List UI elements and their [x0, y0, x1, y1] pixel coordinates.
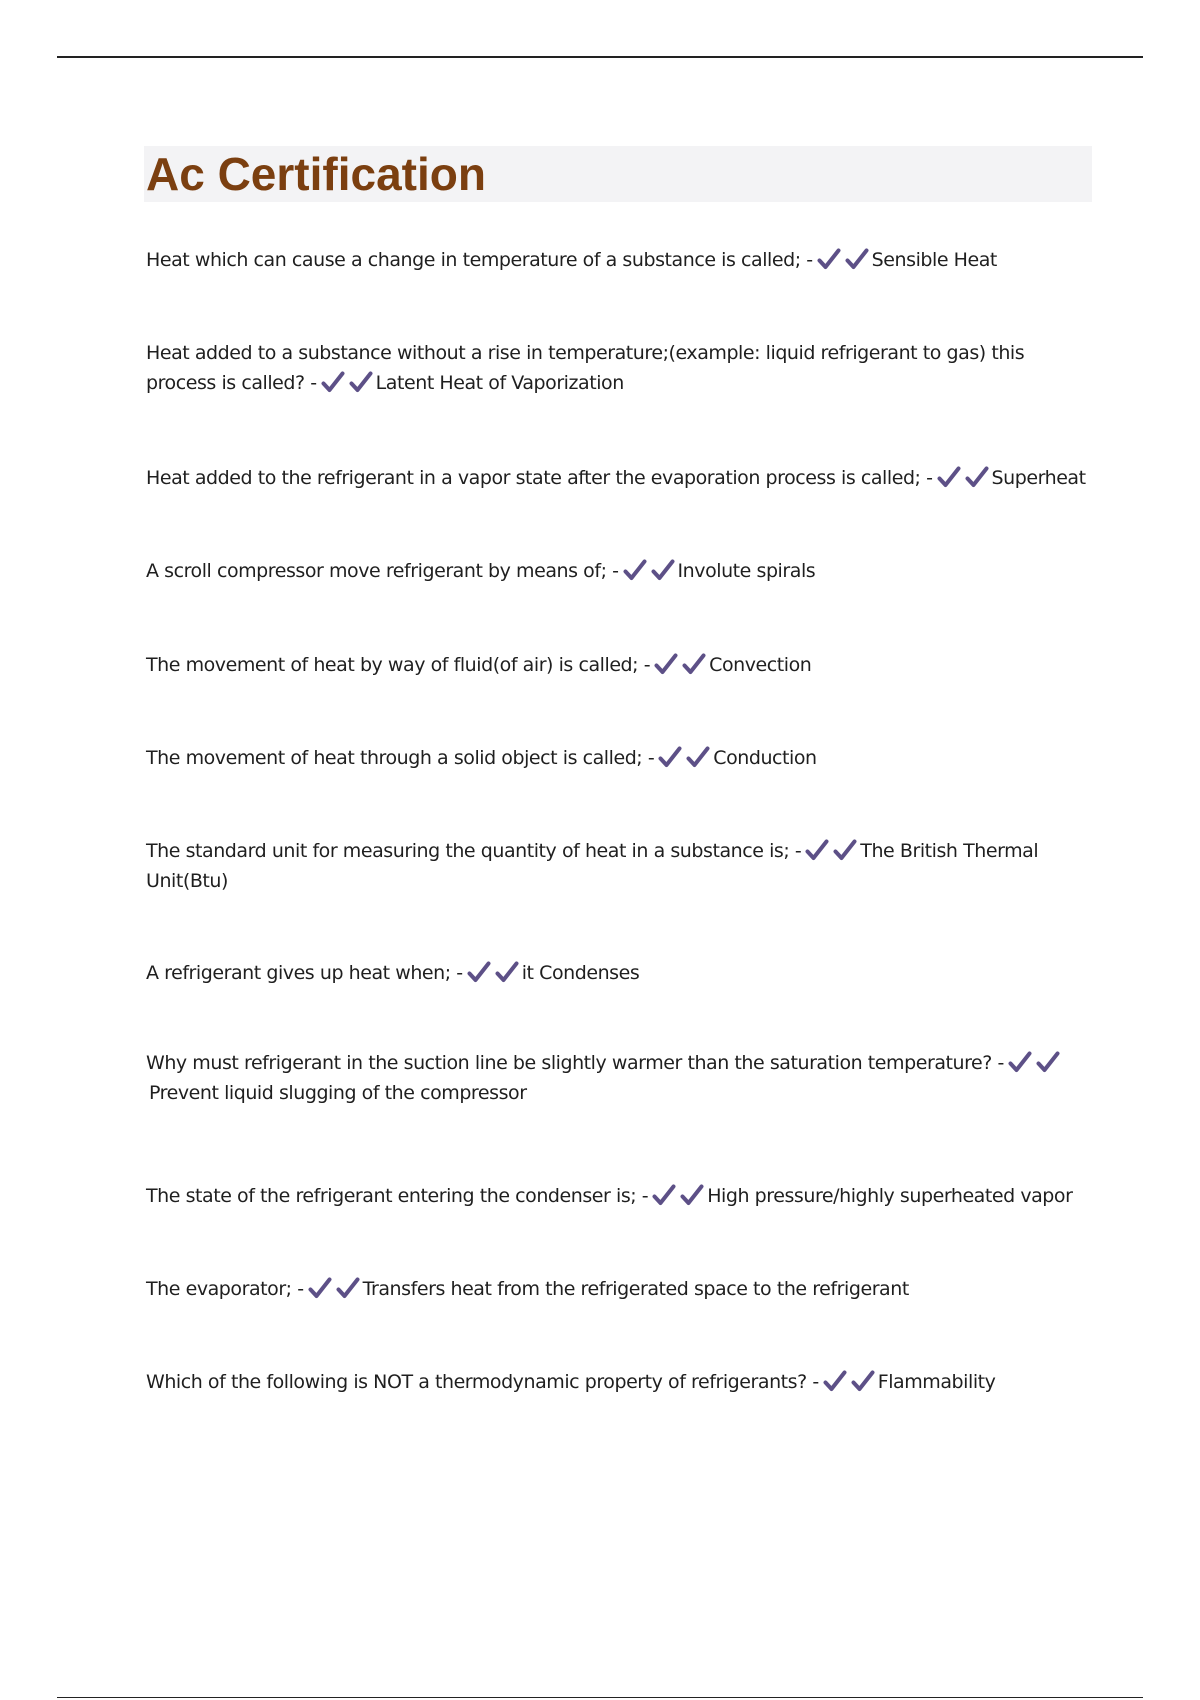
qa-item — [146, 650, 1096, 680]
checkmark-icon — [851, 1370, 875, 1392]
question-text: Heat added to the refrigerant in a vapor state after the evaporation process is called; - — [146, 467, 933, 489]
checkmark-icon — [682, 653, 706, 675]
question-text: The state of the refrigerant entering the condenser is; - — [146, 1185, 649, 1207]
checkmark-icon — [845, 248, 869, 270]
question-text: The movement of heat through a solid object is called; - — [146, 747, 655, 769]
question-text: The standard unit for measuring the quantity of heat in a substance is; - — [146, 840, 802, 862]
answer-text: Conduction — [713, 747, 817, 769]
checkmark-icon — [833, 839, 857, 861]
checkmark-icon — [336, 1277, 360, 1299]
checkmark-icon — [965, 466, 989, 488]
qa-item — [146, 1048, 1096, 1108]
checkmark-icon — [805, 839, 829, 861]
checkmark-icon — [349, 371, 373, 393]
answer-text: Involute spirals — [677, 560, 816, 582]
question-text: The movement of heat by way of fluid(of air) is called; - — [146, 654, 651, 676]
checkmark-icon — [817, 248, 841, 270]
question-text: A scroll compressor move refrigerant by means of; - — [146, 560, 619, 582]
checkmark-icon — [652, 1184, 676, 1206]
checkmark-icon — [823, 1370, 847, 1392]
answer-text: High pressure/highly superheated vapor — [707, 1185, 1073, 1207]
bottom-rule — [57, 1697, 1143, 1698]
qa-item — [146, 1181, 1096, 1211]
top-rule — [57, 56, 1143, 58]
qa-item — [146, 245, 1096, 275]
checkmark-icon — [658, 746, 682, 768]
qa-item — [146, 743, 1096, 773]
qa-item — [146, 958, 1096, 988]
checkmark-icon — [686, 746, 710, 768]
answer-text: Prevent liquid slugging of the compressor — [149, 1082, 527, 1104]
checkmark-icon — [1036, 1051, 1060, 1073]
qa-item — [146, 836, 1096, 896]
checkmark-icon — [937, 466, 961, 488]
checkmark-icon — [623, 559, 647, 581]
answer-text: Latent Heat of Vaporization — [375, 372, 624, 394]
answer-text: Sensible Heat — [871, 249, 997, 271]
page-title: Ac Certification — [146, 148, 486, 200]
answer-text: Superheat — [991, 467, 1086, 489]
qa-item — [146, 338, 1096, 398]
question-text: Heat added to a substance without a rise in temperature;(example: liquid refrigerant to gas) this process is called? - — [146, 342, 1025, 394]
question-text: The evaporator; - — [146, 1278, 304, 1300]
answer-text: Transfers heat from the refrigerated space to the refrigerant — [362, 1278, 909, 1300]
checkmark-icon — [680, 1184, 704, 1206]
answer-text: The British Thermal Unit(Btu) — [146, 840, 1039, 892]
checkmark-icon — [651, 559, 675, 581]
qa-item — [146, 1274, 1096, 1304]
answer-text: Convection — [709, 654, 812, 676]
question-text: Which of the following is NOT a thermodynamic property of refrigerants? - — [146, 1371, 819, 1393]
answer-text: it Condenses — [521, 962, 640, 984]
question-text: Heat which can cause a change in temperature of a substance is called; - — [146, 249, 813, 271]
checkmark-icon — [467, 961, 491, 983]
checkmark-icon — [321, 371, 345, 393]
checkmark-icon — [1008, 1051, 1032, 1073]
checkmark-icon — [654, 653, 678, 675]
qa-item — [146, 556, 1096, 586]
question-text: A refrigerant gives up heat when; - — [146, 962, 463, 984]
question-text: Why must refrigerant in the suction line be slightly warmer than the saturation temperature? - — [146, 1052, 1004, 1074]
checkmark-icon — [308, 1277, 332, 1299]
answer-text: Flammability — [877, 1371, 996, 1393]
checkmark-icon — [495, 961, 519, 983]
qa-item — [146, 1367, 1096, 1397]
qa-item — [146, 463, 1096, 493]
